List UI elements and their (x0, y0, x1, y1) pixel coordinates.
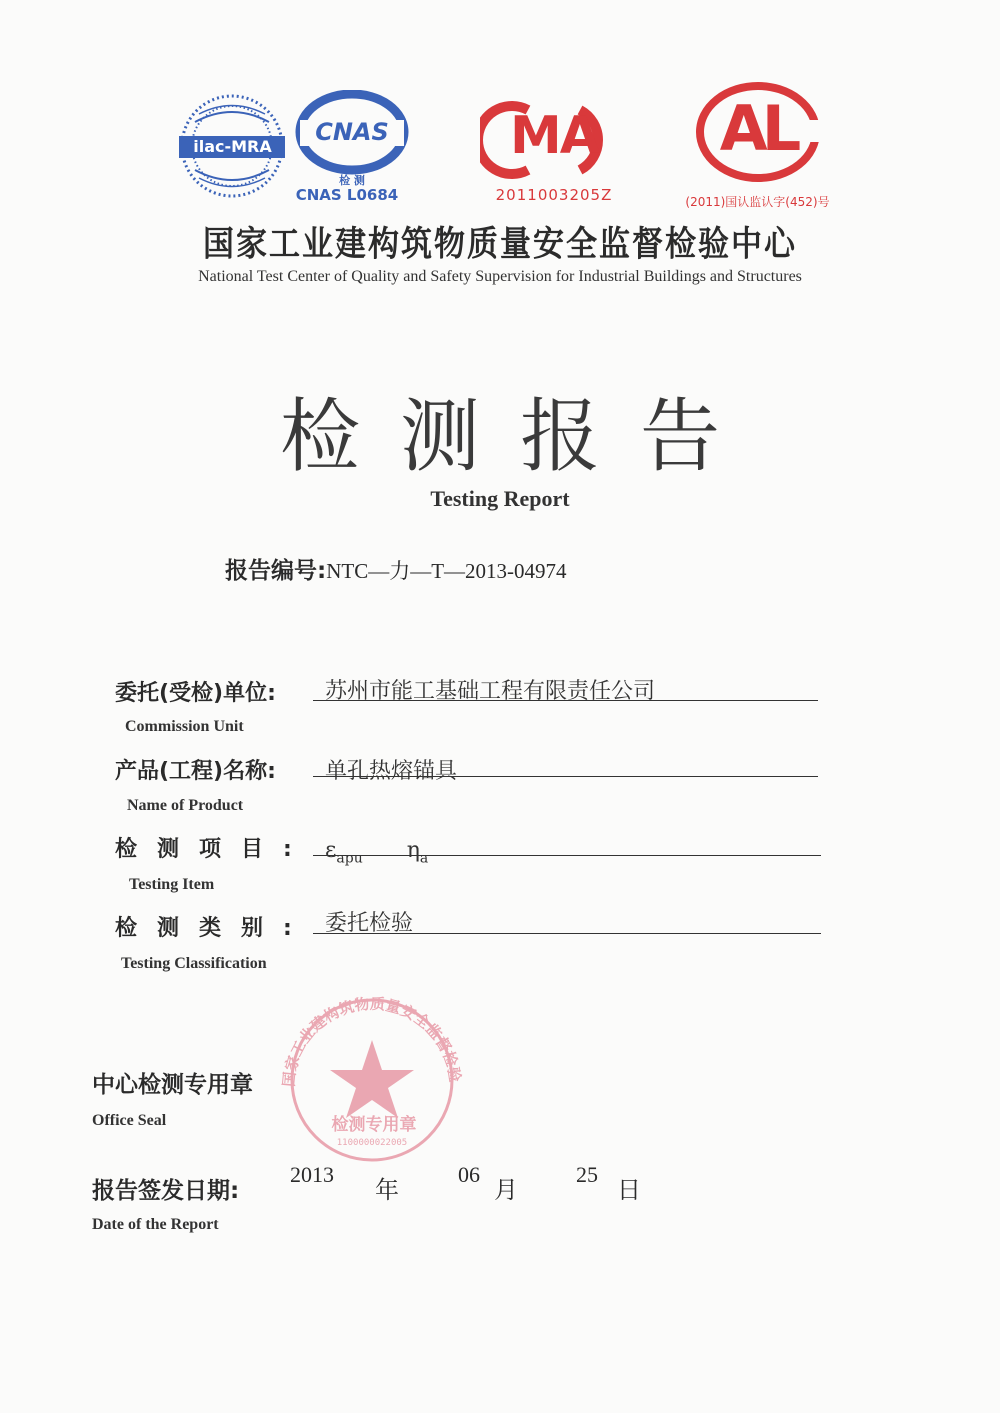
report-title-cn: 检测报告 (280, 390, 760, 483)
report-date-month: 06 (458, 1162, 480, 1187)
cal-code: (2011)国认监认字(452)号 (685, 195, 830, 209)
testing-item-underline (313, 855, 821, 856)
report-number (225, 552, 567, 585)
seal-center-text: 检测专用章 (331, 1115, 417, 1135)
product-name-value: 单孔热熔锚具 (325, 759, 458, 784)
ilac-text: ilac-MRA (193, 137, 272, 156)
testing-item-eta: η (406, 838, 420, 863)
cnas-text: CNAS (315, 118, 389, 146)
organization-name-en: National Test Center of Quality and Safety Supervision for Industrial Buildings and Structures (198, 268, 802, 285)
product-name-underline (313, 776, 818, 777)
ilac-mra-logo (175, 92, 290, 200)
office-seal-label-en: Office Seal (92, 1112, 167, 1129)
office-seal-label: 中心检测专用章 (92, 1072, 253, 1098)
cma-logo (480, 100, 628, 210)
report-number-value: NTC—力—T—2013-04974 (326, 559, 567, 583)
cal-logo (670, 80, 845, 215)
report-date-label-en: Date of the Report (92, 1216, 219, 1233)
testing-item-eta-sub: a (419, 850, 429, 867)
report-date-day-unit: 日 (617, 1176, 641, 1204)
report-title-en: Testing Report (430, 486, 570, 511)
cnas-sub: 检 测 (339, 174, 365, 187)
commission-unit-underline (313, 700, 818, 701)
testing-classification-label: 检测类别: (115, 916, 312, 941)
product-name-label: 产品(工程)名称: (115, 759, 276, 784)
cnas-logo (292, 90, 412, 208)
commission-unit-value: 苏州市能工基础工程有限责任公司 (325, 679, 656, 704)
product-name-label-en: Name of Product (127, 797, 244, 814)
testing-item-value (325, 838, 428, 866)
organization-name-cn: 国家工业建构筑物质量安全监督检验中心 (203, 224, 797, 265)
testing-classification-label-en: Testing Classification (121, 955, 267, 972)
testing-item-label: 检测项目: (115, 837, 312, 862)
testing-item-epsilon: ε (325, 838, 337, 863)
cma-text: MA (510, 106, 598, 166)
testing-item-epsilon-sub: apu (336, 850, 363, 867)
report-date-day: 25 (576, 1162, 598, 1187)
report-date-year-unit: 年 (375, 1176, 399, 1204)
report-date-year: 2013 (290, 1162, 334, 1187)
office-seal-stamp (272, 992, 472, 1162)
cnas-code: CNAS L0684 (295, 186, 399, 204)
commission-unit-label-en: Commission Unit (125, 718, 244, 735)
cma-code: 2011003205Z (495, 186, 613, 204)
cal-text: AL (719, 92, 796, 165)
seal-star-icon (272, 992, 472, 1162)
testing-classification-value: 委托检验 (325, 911, 414, 936)
seal-number: 1100000022005 (336, 1138, 408, 1148)
testing-item-label-en: Testing Item (129, 876, 215, 893)
commission-unit-label: 委托(受检)单位: (115, 681, 276, 706)
report-date-label: 报告签发日期: (92, 1178, 240, 1204)
testing-classification-underline (313, 933, 821, 934)
report-date-month-unit: 月 (494, 1176, 518, 1204)
seal-arc-text: 国家工业建构筑物质量安全监督检验 (279, 994, 465, 1088)
report-number-label: 报告编号: (225, 558, 327, 584)
